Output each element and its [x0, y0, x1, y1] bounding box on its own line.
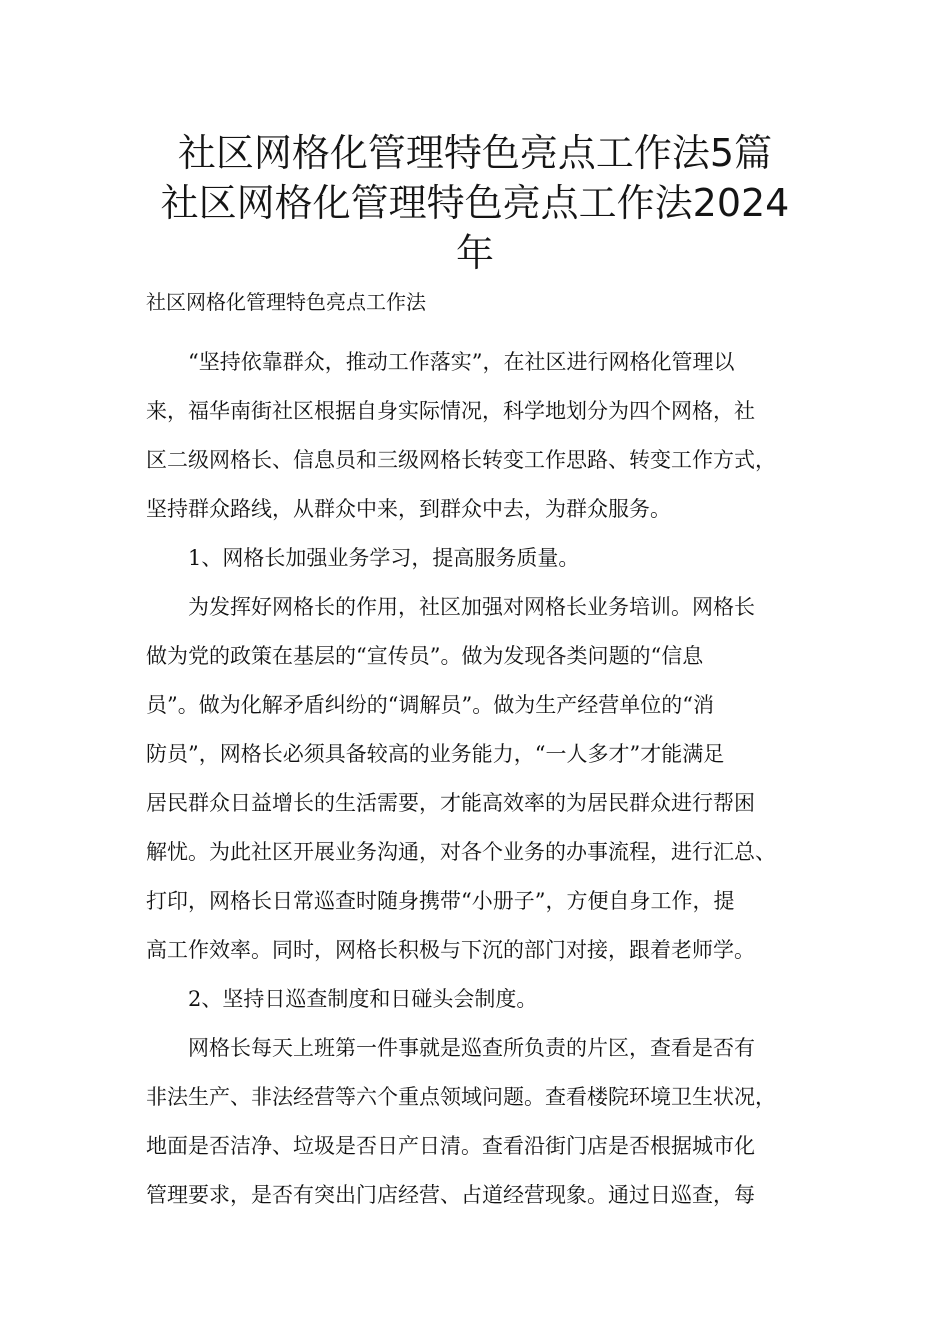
body-line: 区二级网格长、信息员和三级网格长转变工作思路、转变工作方式，	[146, 448, 776, 472]
body-line: 打印，网格长日常巡查时随身携带“小册子”，方便自身工作，提	[146, 889, 735, 913]
body-line: 非法生产、非法经营等六个重点领域问题。查看楼院环境卫生状况，	[146, 1085, 776, 1109]
body-line: 坚持群众路线，从群众中来，到群众中去，为群众服务。	[146, 497, 671, 521]
title-line-2: 社区网格化管理特色亮点工作法2024	[160, 181, 790, 225]
numbered-heading: 2、坚持日巡查制度和日碰头会制度。	[188, 987, 538, 1011]
section-subheading: 社区网格化管理特色亮点工作法	[146, 290, 426, 314]
body-line: 解忧。为此社区开展业务沟通，对各个业务的办事流程，进行汇总、	[146, 840, 776, 864]
body-line: 网格长每天上班第一件事就是巡查所负责的片区，查看是否有	[188, 1036, 755, 1060]
body-line: 管理要求，是否有突出门店经营、占道经营现象。通过日巡查，每	[146, 1183, 755, 1207]
document-title	[120, 128, 830, 278]
body-line: 居民群众日益增长的生活需要，才能高效率的为居民群众进行帮困	[146, 791, 755, 815]
body-line: “坚持依靠群众，推动工作落实”，在社区进行网格化管理以	[188, 350, 735, 374]
numbered-heading: 1、网格长加强业务学习，提高服务质量。	[188, 546, 580, 570]
title-line-3: 年	[455, 231, 494, 275]
body-line: 来，福华南街社区根据自身实际情况，科学地划分为四个网格，社	[146, 399, 755, 423]
body-line: 防员”，网格长必须具备较高的业务能力，“一人多才”才能满足	[146, 742, 725, 766]
body-line: 员”。做为化解矛盾纠纷的“调解员”。做为生产经营单位的“消	[146, 693, 714, 717]
body-line: 做为党的政策在基层的“宣传员”。做为发现各类问题的“信息	[146, 644, 704, 668]
body-line: 为发挥好网格长的作用，社区加强对网格长业务培训。网格长	[188, 595, 755, 619]
document-body	[146, 338, 806, 1220]
title-line-1: 社区网格化管理特色亮点工作法5篇	[177, 131, 773, 175]
body-line: 地面是否洁净、垃圾是否日产日清。查看沿街门店是否根据城市化	[146, 1134, 755, 1158]
body-line: 高工作效率。同时，网格长积极与下沉的部门对接，跟着老师学。	[146, 938, 755, 962]
